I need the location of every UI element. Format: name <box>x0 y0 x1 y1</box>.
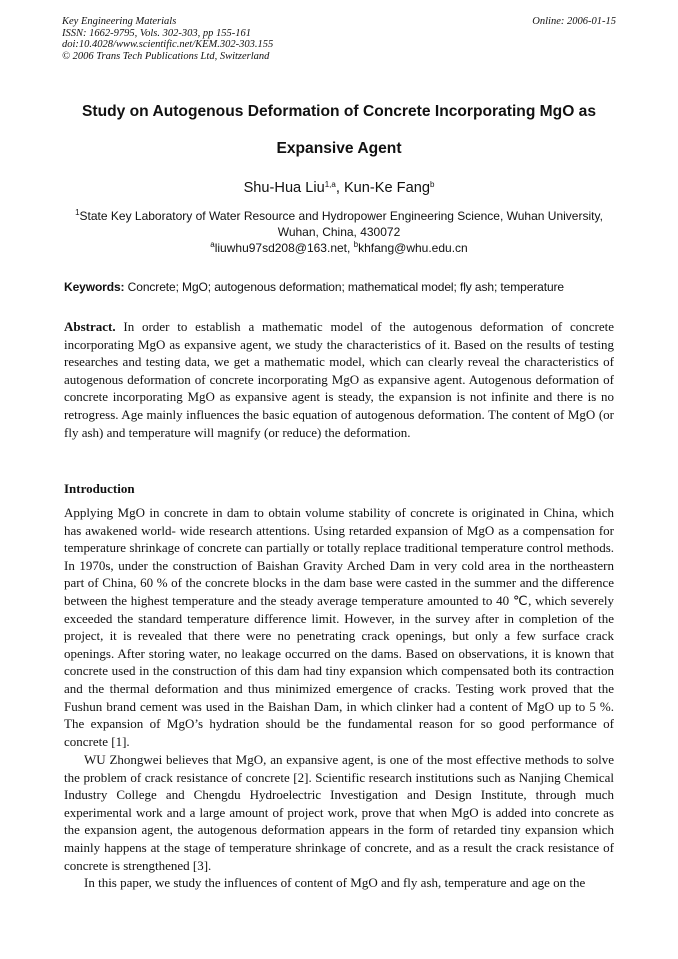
author-2-affiliation-mark: b <box>429 180 435 189</box>
abstract-paragraph <box>64 318 614 441</box>
journal-header <box>62 16 616 62</box>
author-1-affiliation-mark: 1,a <box>324 180 336 189</box>
paper-title-line-2: Expansive Agent <box>276 140 402 157</box>
affiliation-line-1 <box>62 208 616 224</box>
email-b-mark: b <box>353 240 359 250</box>
author-list <box>40 180 638 196</box>
abstract-text: In order to establish a mathematic model of the autogenous deformation of concrete incorporating MgO as expansive agent, we study the characteristics of it. Based on the results of testing researches and testing data, we get a mathematic model, which can clearly reveal the characteristics of autogenous deformation of concrete incorporating MgO as expansive agent. Autogenous deformation of concrete incorporating MgO as expansive agent is steady, the expansion is not infinite and there is no retrogress. Age mainly influences the basic equation of autogenous deformation. The content of MgO (or fly ash) and temperature will magnify (or reduce) the deformation. <box>64 319 614 440</box>
journal-name: Key Engineering Materials <box>62 16 177 27</box>
introduction-heading: Introduction <box>64 481 135 496</box>
author-separator: , <box>335 180 344 196</box>
issn-line: ISSN: 1662-9795, Vols. 302-303, pp 155-161 <box>62 27 251 39</box>
paper-title-line-1: Study on Autogenous Deformation of Concrete Incorporating MgO as <box>81 103 597 120</box>
abstract-label: Abstract. <box>64 319 116 334</box>
keywords-text: Concrete; MgO; autogenous deformation; mathematical model; fly ash; temperature <box>124 280 565 294</box>
author-1: Shu-Hua Liu <box>243 180 325 196</box>
affiliation-line-2: Wuhan, China, 430072 <box>277 225 401 240</box>
intro-paragraph-2: WU Zhongwei believes that MgO, an expansive agent, is one of the most effective methods to solve the problem of crack resistance of concrete [2]. Scientific research institutions such as Nanjing Chemical Industry College and Chengdu Hydroelectric Investigation and Design Institute, through much experimental work and a large amount of project work, prove that when MgO is added into concrete as the expansion agent, the autogenous deformation appears in the form of retarded tiny expansion which mainly happens at the stage of temperature shrinkage of concrete, and as a result the crack resistance of concrete is strengthened [3]. <box>64 752 614 873</box>
keywords-line <box>64 280 624 294</box>
affiliation-number: 1 <box>75 208 80 217</box>
email-a-mark: a <box>210 240 215 250</box>
intro-paragraph-3: In this paper, we study the influences of content of MgO and fly ash, temperature and age on the <box>84 875 586 890</box>
email-a: liuwhu97sd208@163.net <box>214 241 347 256</box>
email-line <box>62 240 616 256</box>
affiliation-block <box>62 208 616 257</box>
online-date: Online: 2006-01-15 <box>532 16 616 27</box>
keywords-label: Keywords: <box>64 280 125 294</box>
email-separator: , <box>347 241 354 256</box>
doi-line: doi:10.4028/www.scientific.net/KEM.302-303.155 <box>62 39 274 51</box>
email-b: khfang@whu.edu.cn <box>358 241 468 256</box>
affiliation-institution: State Key Laboratory of Water Resource and Hydropower Engineering Science, Wuhan University, <box>79 209 603 223</box>
author-2: Kun-Ke Fang <box>343 180 430 196</box>
intro-paragraph-1: Applying MgO in concrete in dam to obtain volume stability of concrete is originated in China, which has awakened world- wide research attentions. Using retarded expansion of MgO as a compensation for temperature shrinkage of concrete can partially or totally replace traditional temperature control methods. In 1970s, under the construction of Baishan Gravity Arched Dam in very cold area in the northeastern part of China, 60 % of the concrete blocks in the dam base were casted in the summer and the difference between the highest temperature and the steady average temperature amounted to 40 ℃, which severely exceeded the standard temperature difference limit. However, in the survey after in completion of the project, it is revealed that there were no penetrating crack openings, but only a few surface crack openings. After storing water, no leakage occurred on the dams. Based on observations, it is known that concrete used in the construction of this dam had tiny expansion which compensated both its contraction and the thermal deformation and thus minimized emergence of cracks. Testing work proved that the Fushun brand cement was used in the Baishan Dam, in which clinker had a content of MgO up to 5 %. The expansion of MgO’s hydration should be the fundamental reason for so good performance of concrete [1]. <box>64 505 614 749</box>
copyright-line: © 2006 Trans Tech Publications Ltd, Switzerland <box>62 50 270 62</box>
